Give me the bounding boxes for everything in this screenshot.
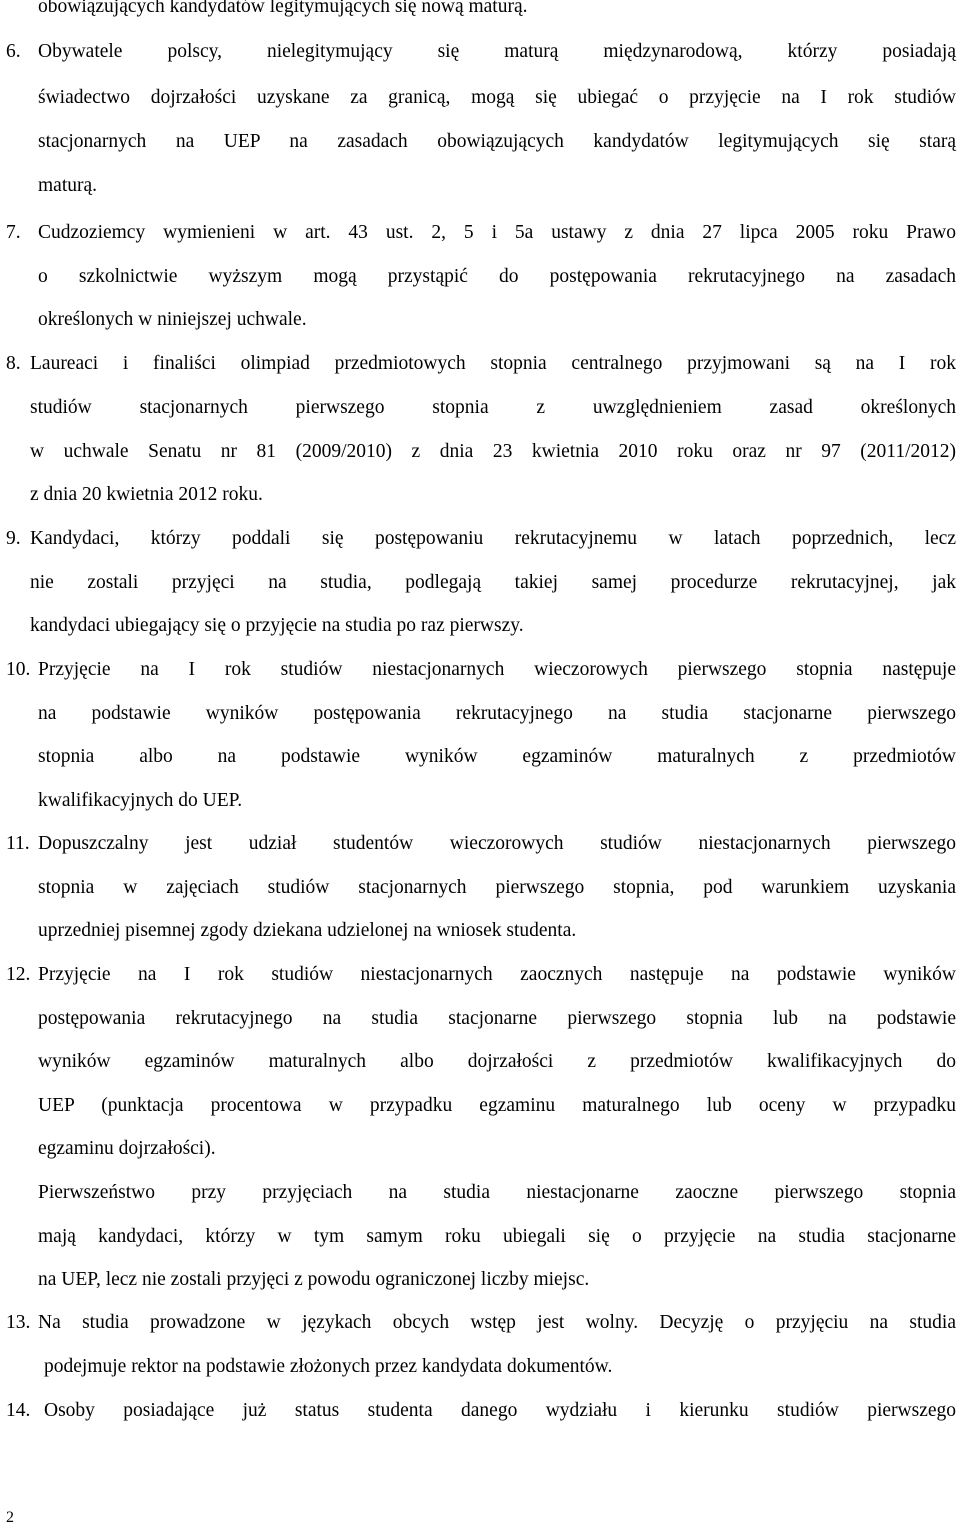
- item-line: kwalifikacyjnych do UEP.: [38, 790, 243, 811]
- item-line: UEP (punktacja procentowa w przypadku egzaminu maturalnego lub oceny w przypadku: [38, 1095, 956, 1116]
- item-line: podejmuje rektor na podstawie złożonych przez kandydata dokumentów.: [44, 1356, 613, 1377]
- item-line: Obywatele polscy, nielegitymujący się maturą międzynarodową, którzy posiadają: [38, 41, 956, 62]
- item-line: określonych w niniejszej uchwale.: [38, 309, 307, 330]
- item-line: Osoby posiadające już status studenta danego wydziału i kierunku studiów pierwszego: [44, 1400, 956, 1421]
- item-line: stopnia albo na podstawie wyników egzaminów maturalnych z przedmiotów: [38, 746, 956, 767]
- item-number: 14.: [6, 1400, 31, 1421]
- page-number: 2: [6, 1509, 14, 1526]
- item-line: Dopuszczalny jest udział studentów wieczorowych studiów niestacjonarnych pierwszego: [38, 833, 956, 854]
- item-line: w uchwale Senatu nr 81 (2009/2010) z dnia 23 kwietnia 2010 roku oraz nr 97 (2011/2012): [30, 441, 956, 462]
- item-line: o szkolnictwie wyższym mogą przystąpić do postępowania rekrutacyjnego na zasadach: [38, 266, 956, 287]
- item-line: na UEP, lecz nie zostali przyjęci z powodu ograniczonej liczby miejsc.: [38, 1269, 590, 1290]
- item-line: Przyjęcie na I rok studiów niestacjonarnych wieczorowych pierwszego stopnia następuje: [38, 659, 956, 680]
- item-line: Cudzoziemcy wymienieni w art. 43 ust. 2, 5 i 5a ustawy z dnia 27 lipca 2005 roku Prawo: [38, 222, 956, 243]
- item-line: kandydaci ubiegający się o przyjęcie na studia po raz pierwszy.: [30, 615, 524, 636]
- item-number: 8.: [6, 353, 21, 374]
- item-line: Na studia prowadzone w językach obcych wstęp jest wolny. Decyzję o przyjęciu na studia: [38, 1312, 956, 1333]
- top-line: obowiązujących kandydatów legitymujących się nową maturą.: [38, 0, 528, 17]
- item-line: maturą.: [38, 175, 98, 196]
- item-line: mają kandydaci, którzy w tym samym roku ubiegali się o przyjęcie na studia stacjonarne: [38, 1226, 956, 1247]
- item-number: 13.: [6, 1312, 31, 1333]
- item-line: uprzedniej pisemnej zgody dziekana udzielonej na wniosek studenta.: [38, 920, 577, 941]
- item-line: Laureaci i finaliści olimpiad przedmiotowych stopnia centralnego przyjmowani są na I rok: [30, 353, 956, 374]
- item-number: 6.: [6, 41, 21, 62]
- item-number: 12.: [6, 964, 31, 985]
- item-line: z dnia 20 kwietnia 2012 roku.: [30, 484, 263, 505]
- item-line: postępowania rekrutacyjnego na studia stacjonarne pierwszego stopnia lub na podstawie: [38, 1008, 956, 1029]
- item-line: Przyjęcie na I rok studiów niestacjonarnych zaocznych następuje na podstawie wyników: [38, 964, 956, 985]
- item-number: 11.: [6, 833, 30, 854]
- item-line: nie zostali przyjęci na studia, podlegają takiej samej procedurze rekrutacyjnej, jak: [30, 572, 956, 593]
- item-line: studiów stacjonarnych pierwszego stopnia z uwzględnieniem zasad określonych: [30, 397, 956, 418]
- item-number: 7.: [6, 222, 21, 243]
- item-line: na podstawie wyników postępowania rekrutacyjnego na studia stacjonarne pierwszego: [38, 703, 956, 724]
- item-line: Kandydaci, którzy poddali się postępowaniu rekrutacyjnemu w latach poprzednich, lecz: [30, 528, 956, 549]
- item-line: wyników egzaminów maturalnych albo dojrzałości z przedmiotów kwalifikacyjnych do: [38, 1051, 956, 1072]
- item-line: świadectwo dojrzałości uzyskane za granicą, mogą się ubiegać o przyjęcie na I rok studiów: [38, 87, 956, 108]
- item-line: Pierwszeństwo przy przyjęciach na studia niestacjonarne zaoczne pierwszego stopnia: [38, 1182, 956, 1203]
- item-line: stopnia w zajęciach studiów stacjonarnych pierwszego stopnia, pod warunkiem uzyskania: [38, 877, 956, 898]
- item-number: 9.: [6, 528, 21, 549]
- item-line: egzaminu dojrzałości).: [38, 1138, 216, 1159]
- item-number: 10.: [6, 659, 31, 680]
- item-line: stacjonarnych na UEP na zasadach obowiązujących kandydatów legitymujących się starą: [38, 131, 956, 152]
